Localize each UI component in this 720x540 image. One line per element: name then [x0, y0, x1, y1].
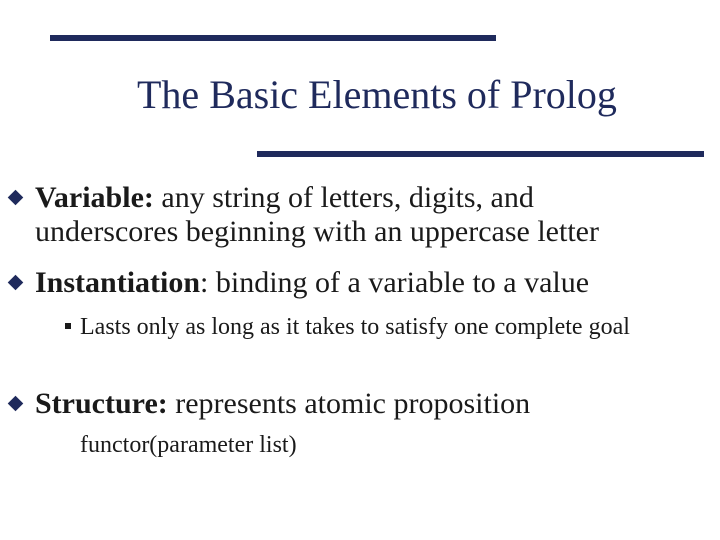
bullet-term: Variable: [35, 181, 154, 214]
bullet-text [10, 266, 670, 300]
bullet-description: : binding of a variable to a value [200, 266, 590, 299]
slide-title: The Basic Elements of Prolog [137, 72, 617, 117]
sub-bullet-lasts [65, 312, 705, 342]
bullet-description: any string of letters, digits, and underscores beginning with an uppercase letter [35, 181, 599, 248]
bullet-text [10, 181, 650, 249]
decorative-rule-top [50, 35, 496, 41]
sub-bullet-text: Lasts only as long as it takes to satisfy one complete goal [80, 314, 630, 340]
square-bullet-icon [65, 323, 71, 329]
bullet-term: Instantiation [35, 266, 201, 299]
bullet-description: represents atomic proposition [167, 387, 531, 420]
bullet-variable [10, 181, 650, 249]
bullet-structure [10, 387, 670, 421]
structure-example: functor(parameter list) [80, 432, 297, 458]
bullet-term: Structure: [35, 387, 168, 420]
decorative-rule-bottom [257, 151, 704, 157]
bullet-instantiation [10, 266, 670, 300]
bullet-text [10, 387, 670, 421]
